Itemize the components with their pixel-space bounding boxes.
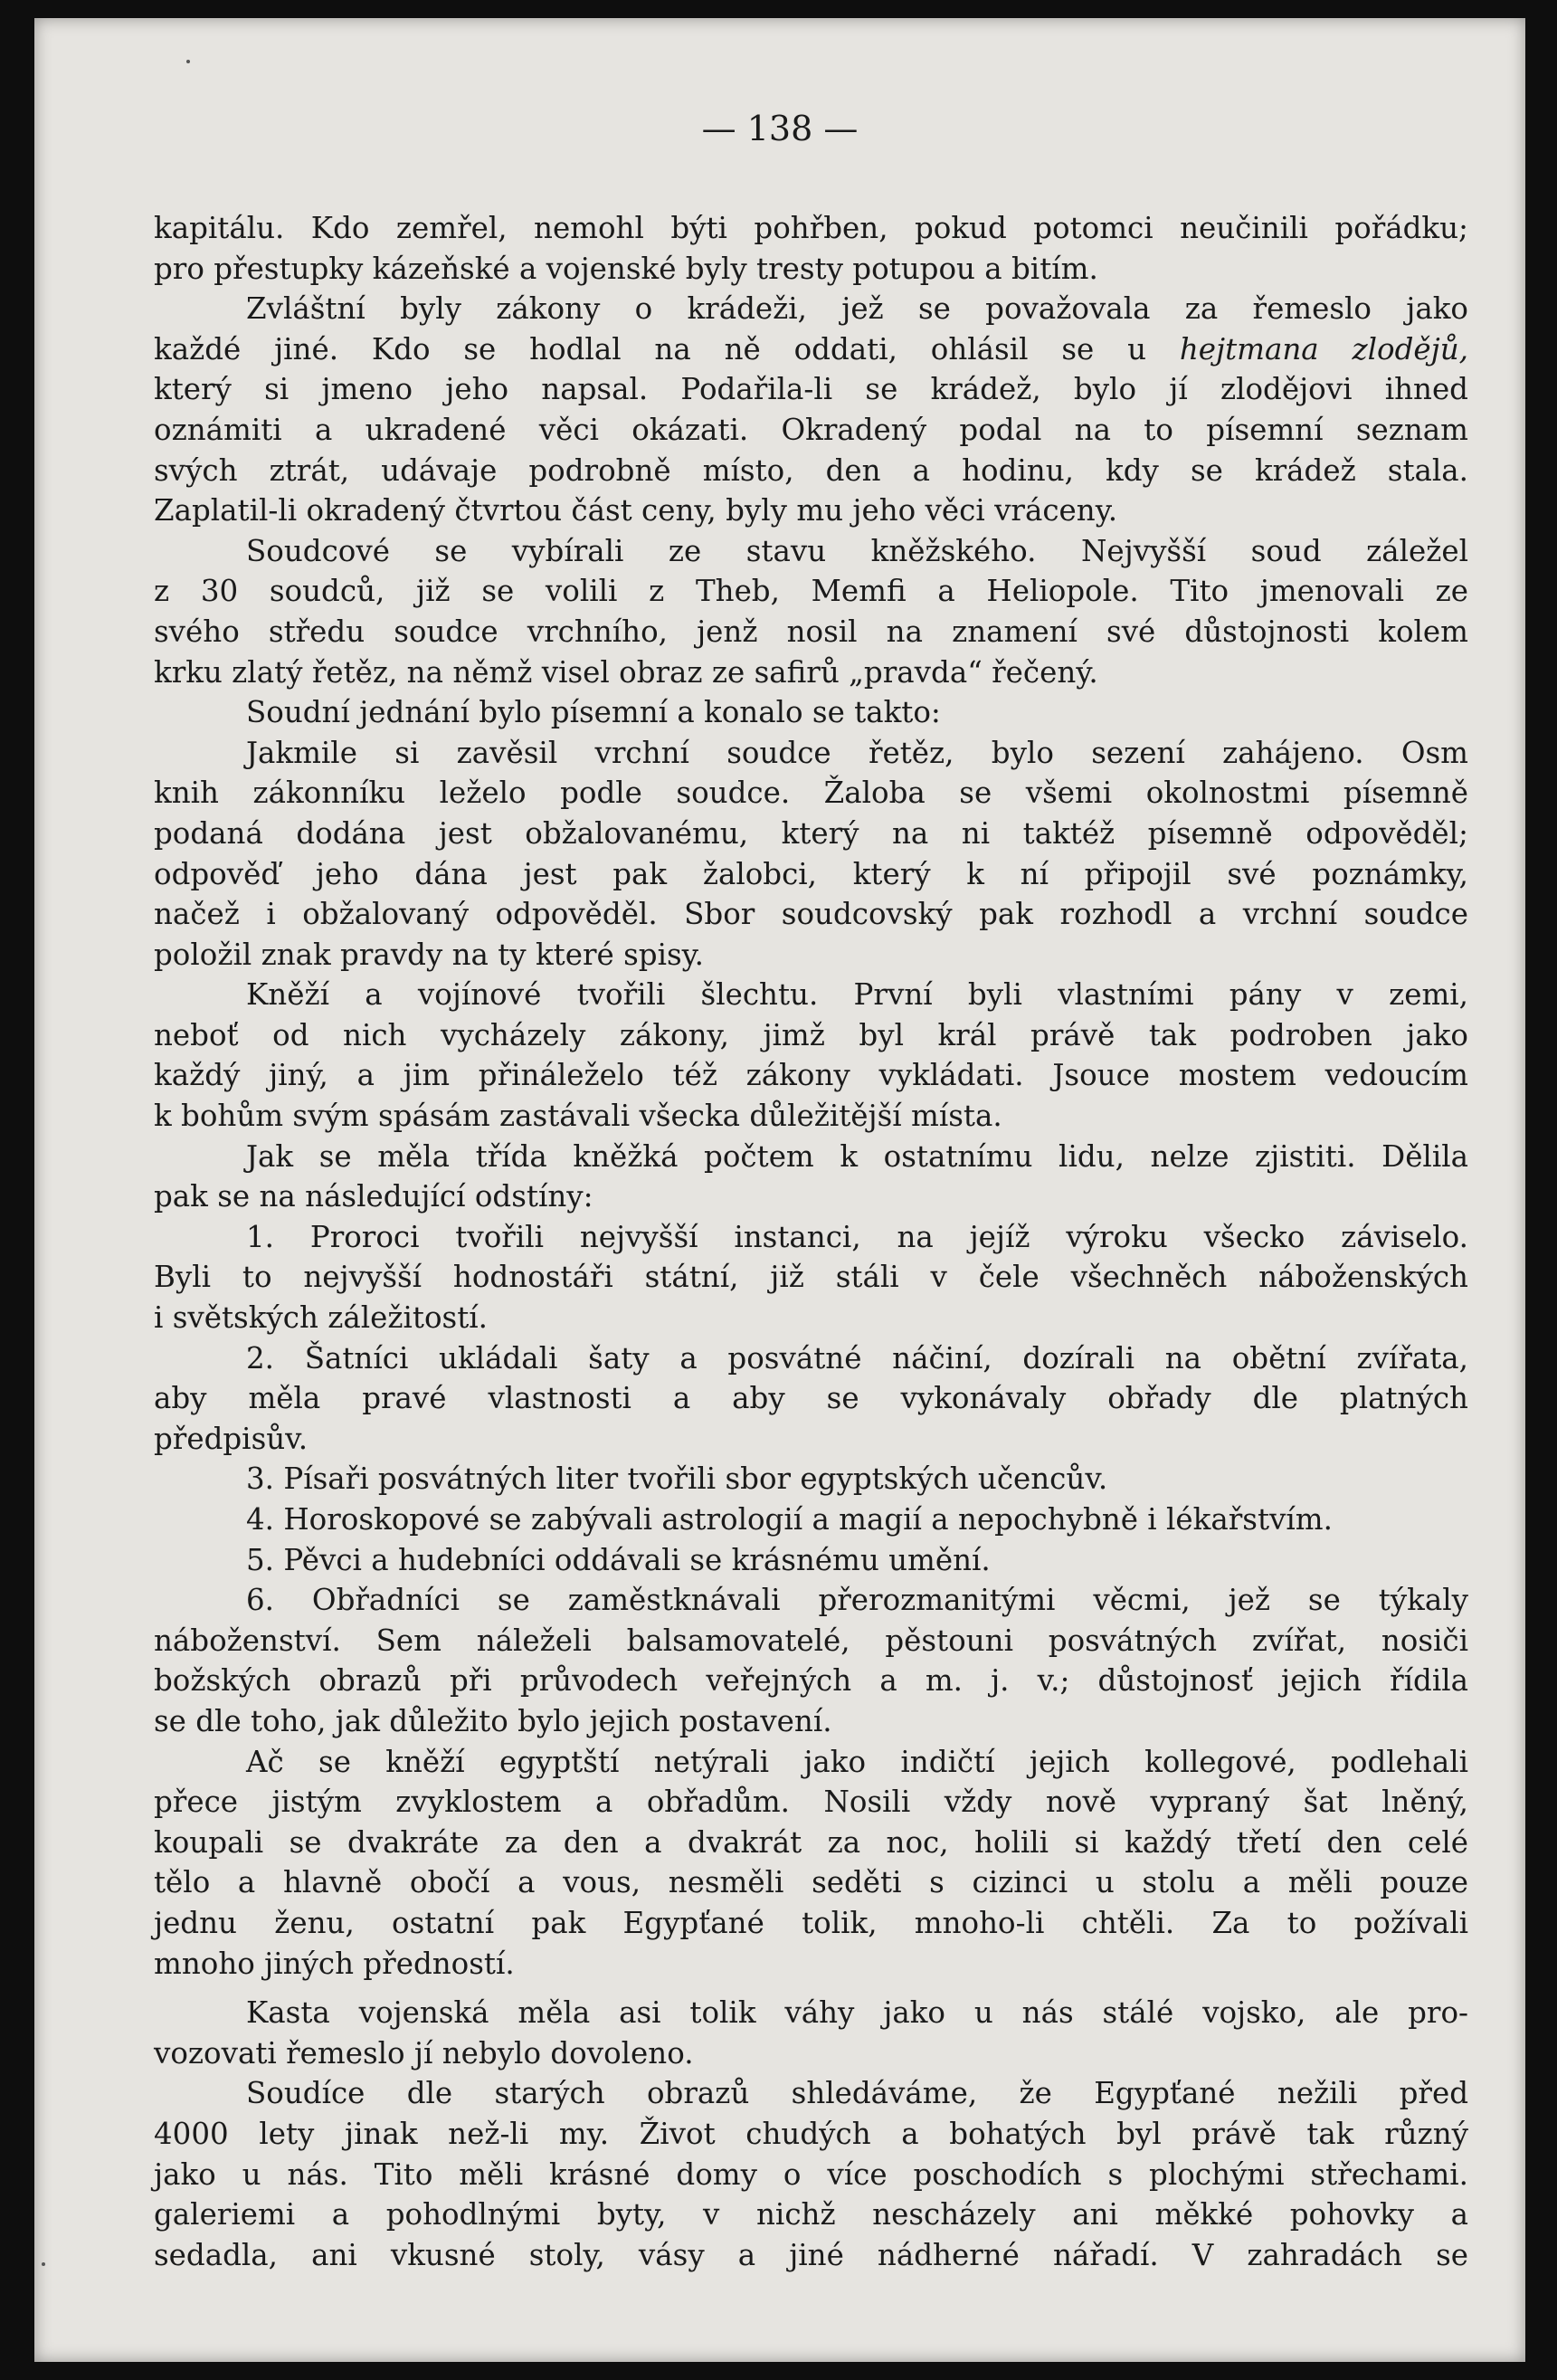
- text-line: knih zákonníku leželo podle soudce. Žaloba se všemi okolnostmi písemně: [154, 776, 1468, 811]
- text-line: Soudní jednání bylo písemní a konalo se takto:: [246, 695, 941, 730]
- text-line: Soudíce dle starých obrazů shledáváme, že Egypťané nežili před: [246, 2076, 1468, 2111]
- paragraph: [154, 975, 1468, 1136]
- paragraph: [154, 1217, 1468, 1338]
- text-line: Kasta vojenská měla asi tolik váhy jako u nás stálé vojsko, ale pro-: [246, 1995, 1468, 2031]
- text-line: položil znak pravdy na ty které spisy.: [154, 937, 705, 972]
- text-line: předpisův.: [154, 1421, 309, 1456]
- text-line: kapitálu. Kdo zemřel, nemohl býti pohřben, pokud potomci neučinili pořádku;: [154, 211, 1468, 245]
- paragraph: [154, 289, 1468, 531]
- paragraph: [154, 1459, 1468, 1499]
- text-line: přece jistým zvyklostem a obřadům. Nosili vždy nově vypraný šat lněný,: [154, 1785, 1468, 1820]
- paragraph: [154, 1338, 1468, 1460]
- text-line: tělo a hlavně obočí a vous, nesměli seděti s cizinci u stolu a měli pouze: [154, 1865, 1468, 1900]
- paragraph: [154, 733, 1468, 976]
- text-line: galeriemi a pohodlnými byty, v nichž nescházely ani měkké pohovky a: [154, 2197, 1468, 2232]
- paragraph: [154, 1540, 1468, 1581]
- text-line: 5. Pěvci a hudebníci oddávali se krásnému umění.: [246, 1542, 991, 1577]
- text-span: každé jiné. Kdo se hodlal na ně oddati, ohlásil se u: [154, 331, 1180, 367]
- text-line: Byli to nejvyšší hodnostáři státní, již stáli v čele všechněch náboženských: [154, 1260, 1468, 1295]
- text-line: i světských záležitostí.: [154, 1300, 488, 1336]
- text-line: jako u nás. Tito měli krásné domy o více poschodích s plochými střechami.: [154, 2156, 1468, 2192]
- paragraph: [154, 1137, 1468, 1217]
- scan-speck: [42, 2262, 45, 2266]
- text-line: 3. Písaři posvátných liter tvořili sbor egyptských učencův.: [246, 1461, 1108, 1497]
- text-line: 1. Proroci tvořili nejvyšší instanci, na jejíž výroku všecko záviselo.: [246, 1219, 1468, 1254]
- text-line: náboženství. Sem náleželi balsamovatelé, pěstouni posvátných zvířat, nosiči: [154, 1623, 1468, 1658]
- paragraph: [154, 1580, 1468, 1741]
- text-line: podaná dodána jest obžalovanému, který na ni taktéž písemně odpověděl;: [154, 815, 1468, 851]
- text-line: Kněží a vojínové tvořili šlechtu. První byli vlastními pány v zemi,: [246, 977, 1468, 1013]
- text-line: se dle toho, jak důležito bylo jejich postavení.: [154, 1703, 832, 1738]
- text-line: z 30 soudců, již se volili z Theb, Memfi a Heliopole. Tito jmenovali ze: [154, 574, 1468, 609]
- text-line: 4. Horoskopové se zabývali astrologií a magií a nepochybně i lékařstvím.: [246, 1502, 1333, 1537]
- text-line: k bohům svým spásám zastávali všecka důležitější místa.: [154, 1099, 1002, 1134]
- text-line: božských obrazů při průvodech veřejných a m. j. v.; důstojnosť jejich řídila: [154, 1663, 1468, 1699]
- paragraph: [154, 2073, 1468, 2275]
- text-line: vozovati řemeslo jí nebylo dovoleno.: [154, 2035, 694, 2071]
- text-line: Zaplatil-li okradený čtvrtou část ceny, byly mu jeho věci vráceny.: [154, 493, 1118, 528]
- paragraph: [154, 692, 1468, 733]
- page-number: — 138 —: [701, 109, 859, 148]
- text-line: jednu ženu, ostatní pak Egypťané tolik, mnoho-li chtěli. Za to požívali: [154, 1905, 1468, 1940]
- paragraph: [154, 1499, 1468, 1540]
- text-line: svého středu soudce vrchního, jenž nosil na znamení své důstojnosti kolem: [154, 614, 1468, 649]
- text-line: oznámiti a ukradené věci okázati. Okradený podal na to písemní seznam: [154, 412, 1468, 447]
- text-line: neboť od nich vycházely zákony, jimž byl král právě tak podroben jako: [154, 1017, 1468, 1052]
- text-line: koupali se dvakráte za den a dvakrát za noc, holili si každý třetí den celé: [154, 1824, 1468, 1860]
- text-line: který si jmeno jeho napsal. Podařila-li se krádež, bylo jí zlodějovi ihned: [154, 372, 1468, 407]
- text-line: sedadla, ani vkusné stoly, vásy a jiné nádherné nářadí. V zahradách se: [154, 2237, 1468, 2272]
- scan-speck: [186, 60, 190, 63]
- text-line: 4000 lety jinak než-li my. Život chudých a bohatých byl právě tak různý: [154, 2116, 1468, 2151]
- text-line: Zvláštní byly zákony o krádeži, jež se považovala za řemeslo jako: [246, 291, 1468, 327]
- paragraph: [154, 1742, 1468, 1985]
- text-line: aby měla pravé vlastnosti a aby se vykonávaly obřady dle platných: [154, 1381, 1468, 1416]
- text-line: krku zlatý řetěz, na němž visel obraz ze safirů „pravda“ řečený.: [154, 654, 1098, 690]
- text-line: Jakmile si zavěsil vrchní soudce řetěz, bylo sezení zahájeno. Osm: [246, 735, 1468, 770]
- text-line: 6. Obřadníci se zaměstknávali přerozmanitými věcmi, jež se týkaly: [246, 1583, 1468, 1618]
- text-line: Jak se měla třída kněžká počtem k ostatnímu lidu, nelze zjistiti. Dělila: [246, 1138, 1468, 1174]
- paragraph: [154, 208, 1468, 289]
- text-line: odpověď jeho dána jest pak žalobci, který k ní připojil své poznámky,: [154, 856, 1468, 891]
- text-line: svých ztrát, udávaje podrobně místo, den a hodinu, kdy se krádež stala.: [154, 452, 1468, 488]
- text-line: mnoho jiných předností.: [154, 1946, 515, 1981]
- text-line: Ač se kněží egyptští netýrali jako indičtí jejich kollegové, podlehali: [246, 1744, 1468, 1779]
- text-line: [154, 329, 1468, 370]
- paragraph: [154, 531, 1468, 692]
- text-line: pak se na následující odstíny:: [154, 1179, 593, 1214]
- text-line: 2. Šatníci ukládali šaty a posvátné náčiní, dozírali na obětní zvířata,: [246, 1340, 1468, 1376]
- text-line: načež i obžalovaný odpověděl. Sbor soudcovský pak rozhodl a vrchní soudce: [154, 897, 1468, 932]
- italic-term: hejtmana zlodějů,: [1179, 331, 1468, 367]
- book-page: [34, 18, 1525, 2362]
- text-line: Soudcové se vybírali ze stavu kněžského. Nejvyšší soud záležel: [246, 533, 1468, 568]
- text-line: každý jiný, a jim přináleželo též zákony vykládati. Jsouce mostem vedoucím: [154, 1058, 1468, 1093]
- text-line: pro přestupky kázeňské a vojenské byly tresty potupou a bitím.: [154, 251, 1098, 286]
- page-body: [154, 208, 1468, 2275]
- paragraph: [154, 1993, 1468, 2073]
